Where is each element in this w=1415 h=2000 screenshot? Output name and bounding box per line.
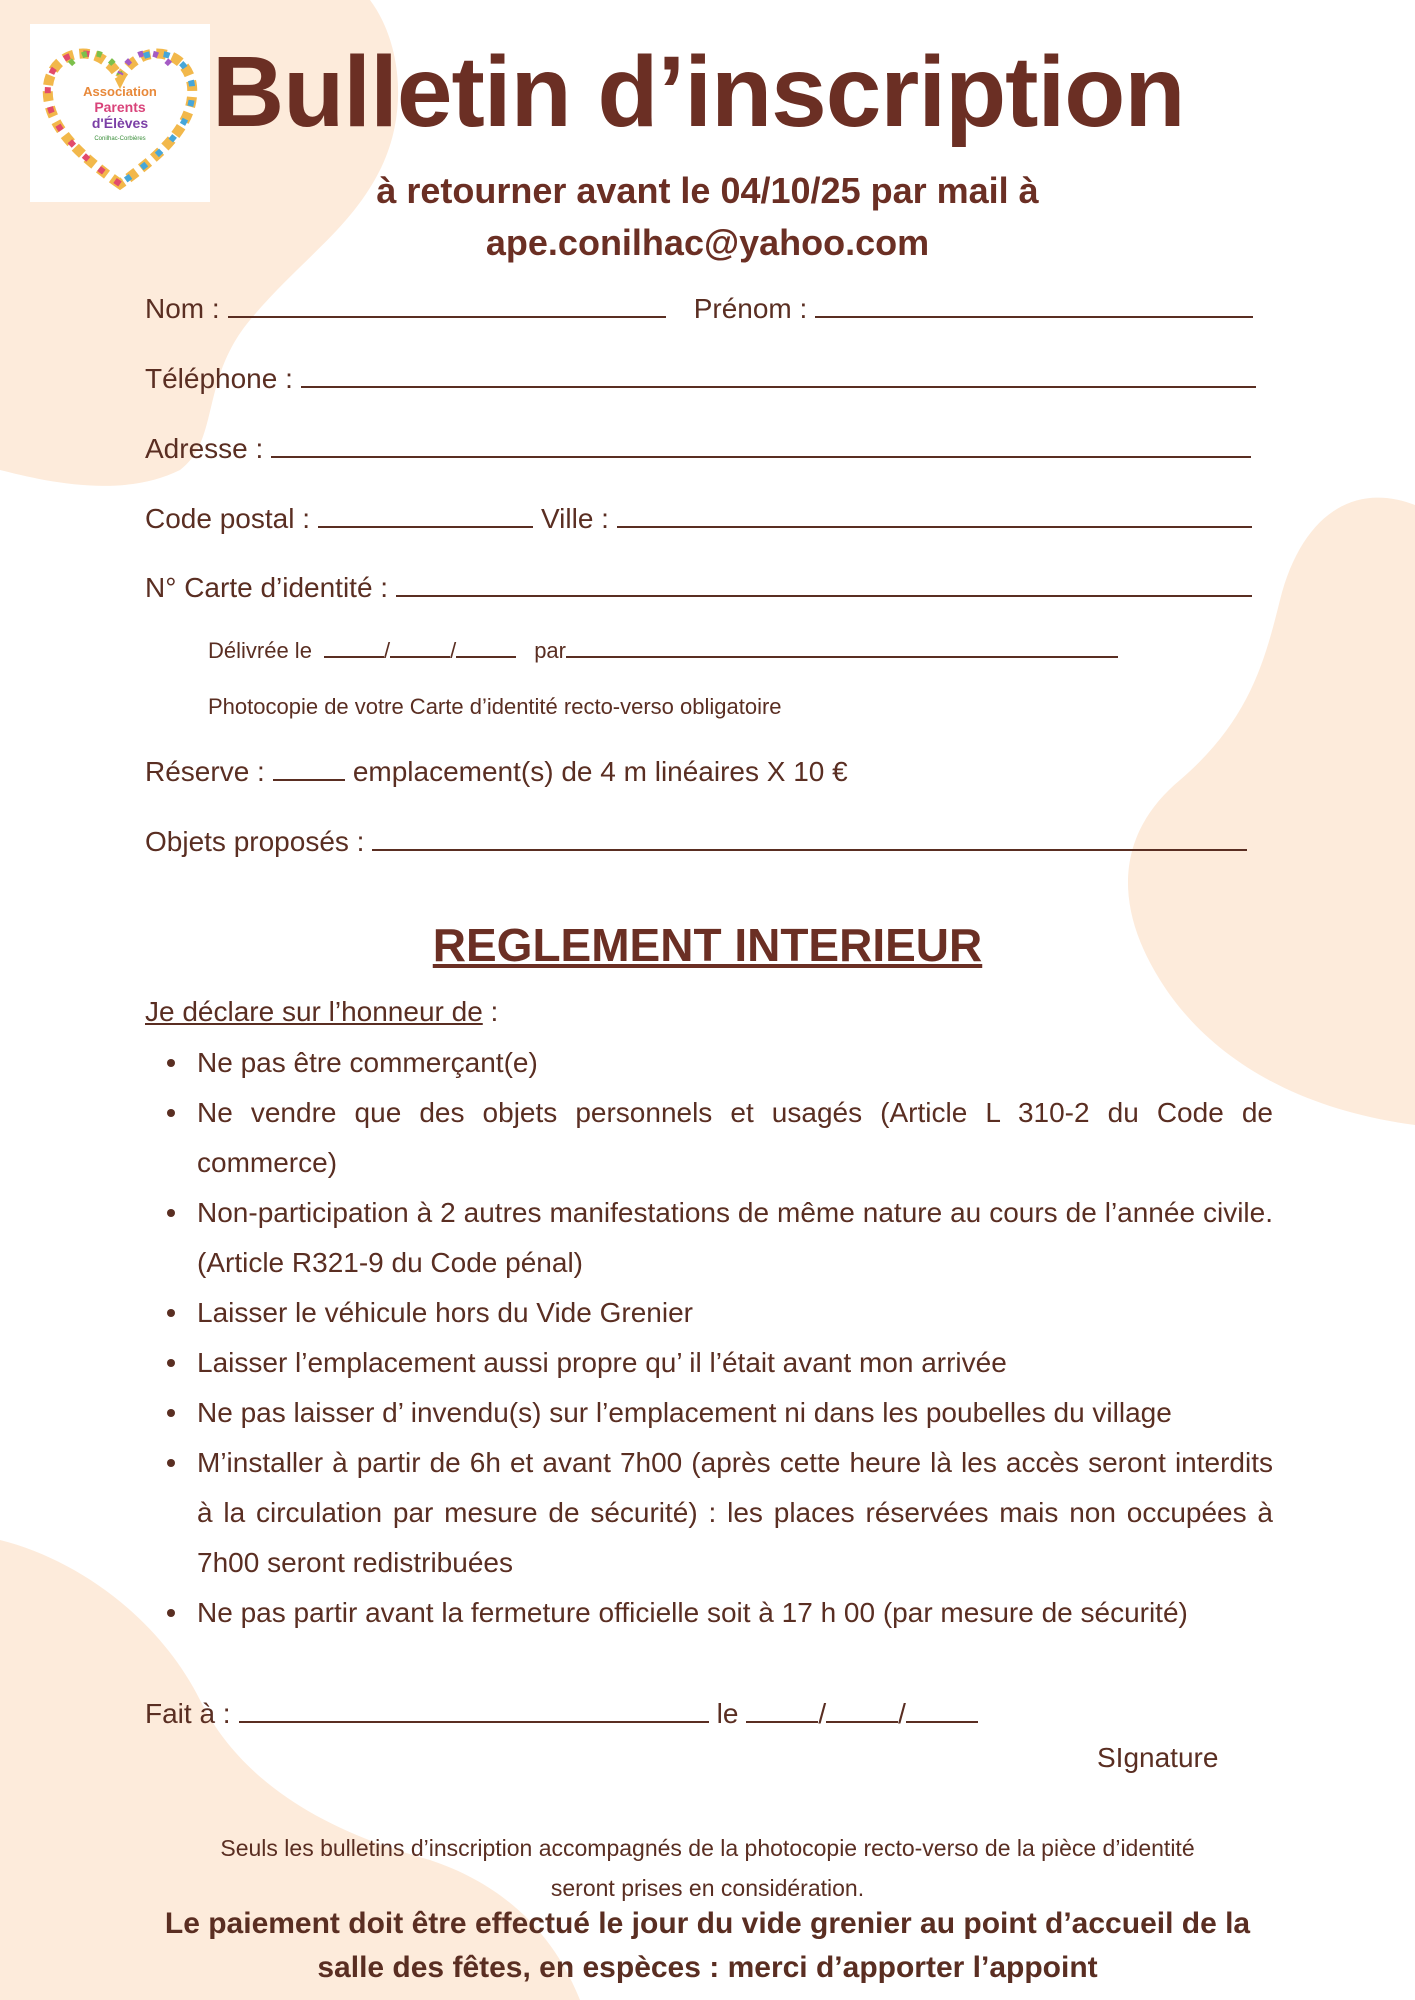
rule-item: Ne pas partir avant la fermeture officielle soit à 17 h 00 (par mesure de sécurité) [197, 1588, 1273, 1638]
date-day-field[interactable] [746, 1697, 818, 1723]
carte-label: N° Carte d’identité : [145, 572, 389, 603]
delivree-day-field[interactable] [324, 638, 384, 658]
fait-row: Fait à : le / / [145, 1697, 978, 1730]
objets-row [145, 825, 1247, 858]
payment-note [0, 1902, 1415, 1990]
signature-label: SIgnature [1097, 1742, 1219, 1773]
nom-field[interactable] [228, 292, 666, 318]
objets-label: Objets proposés : [145, 826, 365, 857]
footer-note [0, 1828, 1415, 1908]
page-title: Bulletin d’inscription [212, 36, 1185, 148]
code-postal-label: Code postal : [145, 503, 310, 534]
rule-item: Ne vendre que des objets personnels et usagés (Article L 310-2 du Code de commerce) [197, 1088, 1273, 1188]
declare-suffix: : [482, 996, 499, 1027]
le-label: le [716, 1698, 739, 1729]
delivree-label: Délivrée le [208, 638, 312, 663]
fait-field[interactable] [239, 1697, 709, 1723]
prenom-label: Prénom : [693, 293, 808, 324]
nom-row [145, 292, 1253, 325]
delivree-month-field[interactable] [390, 638, 450, 658]
logo-text-1: Association [83, 84, 157, 99]
date-month-field[interactable] [826, 1697, 898, 1723]
adresse-field[interactable] [271, 432, 1251, 458]
declare-text: Je déclare sur l’honneur de [145, 996, 483, 1027]
footer-note-line-1: Seuls les bulletins d’inscription accompagnés de la photocopie recto-verso de la pièce d’identité [220, 1835, 1195, 1861]
logo-text-2: Parents [94, 99, 146, 115]
carte-row [145, 571, 1252, 604]
fait-label: Fait à : [145, 1698, 231, 1729]
rule-item: Non-participation à 2 autres manifestations de même nature au cours de l’année civile. (Article R321-9 du Code pénal) [197, 1188, 1273, 1288]
rule-item: Laisser l’emplacement aussi propre qu’ il l’était avant mon arrivée [197, 1338, 1273, 1388]
carte-field[interactable] [396, 571, 1252, 597]
rule-item: Ne pas être commerçant(e) [197, 1038, 1273, 1088]
photocopie-note: Photocopie de votre Carte d’identité recto-verso obligatoire [208, 694, 782, 719]
delivree-row: Délivrée le / / par [208, 638, 1118, 664]
prenom-field[interactable] [815, 292, 1253, 318]
logo-text-3: d'Élèves [91, 115, 149, 131]
rule-item: Ne pas laisser d’ invendu(s) sur l’emplacement ni dans les poubelles du village [197, 1388, 1273, 1438]
ville-field[interactable] [617, 502, 1252, 528]
footer-note-line-2: seront prises en considération. [550, 1875, 865, 1901]
rules-list [145, 1038, 1273, 1638]
adresse-label: Adresse : [145, 433, 264, 464]
objets-field[interactable] [372, 825, 1247, 851]
return-instruction: à retourner avant le 04/10/25 par mail à [376, 170, 1039, 211]
delivree-year-field[interactable] [456, 638, 516, 658]
rule-item: Laisser le véhicule hors du Vide Grenier [197, 1288, 1273, 1338]
date-year-field[interactable] [906, 1697, 978, 1723]
reglement-title: REGLEMENT INTERIEUR [432, 919, 983, 971]
reserve-count-field[interactable] [273, 755, 345, 781]
par-label: par [534, 638, 566, 663]
declare-line [145, 996, 498, 1028]
par-field[interactable] [566, 638, 1118, 658]
payment-note-line-1: Le paiement doit être effectué le jour du vide grenier au point d’accueil de la [164, 1907, 1251, 1940]
telephone-field[interactable] [301, 362, 1256, 388]
ville-label: Ville : [541, 503, 609, 534]
rule-item: M’installer à partir de 6h et avant 7h00 (après cette heure là les accès seront interdits à la circulation par mesure de sécurité) : les places réservées mais non occupées à 7h00 seront redistribuées [197, 1438, 1273, 1588]
telephone-label: Téléphone : [145, 363, 293, 394]
adresse-row [145, 432, 1251, 465]
code-postal-field[interactable] [318, 502, 533, 528]
payment-note-line-2: salle des fêtes, en espèces : merci d’apporter l’appoint [317, 1951, 1098, 1984]
reserve-label: Réserve : [145, 756, 265, 787]
telephone-row [145, 362, 1256, 395]
reserve-text: emplacement(s) de 4 m linéaires X 10 € [352, 756, 848, 787]
logo-text-4: Conilhac-Corbières [94, 136, 146, 142]
code-postal-row [145, 502, 1252, 535]
reserve-row [145, 755, 848, 788]
contact-email[interactable]: ape.conilhac@yahoo.com [485, 222, 930, 263]
nom-label: Nom : [145, 293, 220, 324]
